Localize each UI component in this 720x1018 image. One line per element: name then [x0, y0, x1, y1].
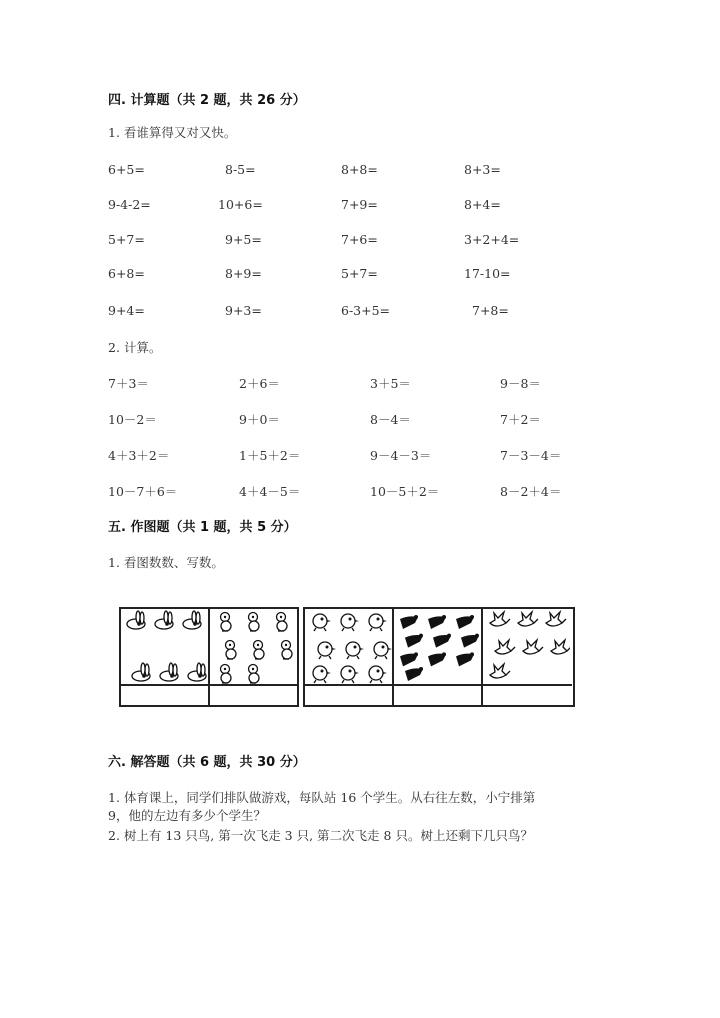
arithmetic-exercise: 10－2＝: [108, 412, 157, 427]
arithmetic-exercise: 8-5=: [225, 162, 256, 177]
arithmetic-exercise: 1＋5＋2＝: [239, 448, 301, 463]
answer-box[interactable]: [121, 686, 208, 705]
goose-icon: [546, 612, 566, 626]
section5-q1-prompt: 1. 看图数数、写数。: [108, 555, 224, 570]
chick-icon: [369, 666, 387, 683]
answer-box[interactable]: [394, 686, 481, 705]
chick-icon: [341, 666, 359, 683]
rabbit-icon: [155, 611, 173, 629]
rabbit-icon: [160, 663, 178, 681]
section4-q2-prompt: 2. 计算。: [108, 340, 162, 355]
magpie-icon: [461, 634, 479, 648]
magpie-icon: [405, 634, 423, 648]
duck-icon: [221, 613, 232, 632]
picture-cell-duck: [210, 609, 297, 705]
picture-cell-chick: [305, 609, 394, 705]
arithmetic-exercise: 2＋6＝: [239, 376, 280, 391]
duck-icon: [282, 641, 293, 660]
section4-q1-prompt: 1. 看谁算得又对又快。: [108, 125, 237, 140]
chick-icon: [313, 614, 331, 631]
arithmetic-exercise: 8+9=: [225, 266, 262, 281]
arithmetic-exercise: 9＋0＝: [239, 412, 280, 427]
picture-area: [210, 609, 297, 686]
arithmetic-exercise: 4＋3＋2＝: [108, 448, 170, 463]
duck-icon: [226, 641, 237, 660]
duck-icon: [249, 665, 260, 684]
arithmetic-exercise: 9-4-2=: [108, 197, 151, 212]
picture-area: [121, 609, 208, 686]
section6-q1-line2: 9，他的左边有多少个学生？: [108, 808, 266, 823]
section6-q1-line1: 1. 体育课上，同学们排队做游戏，每队站 16 个学生。从右往左数，小宁排第: [108, 790, 536, 805]
answer-box[interactable]: [305, 686, 392, 705]
magpie-icon: [456, 652, 474, 666]
arithmetic-exercise: 8+4=: [464, 197, 501, 212]
answer-box[interactable]: [210, 686, 297, 705]
arithmetic-exercise: 6+8=: [108, 266, 145, 281]
arithmetic-exercise: 10－7＋6＝: [108, 484, 178, 499]
arithmetic-exercise: 7＋3＝: [108, 376, 149, 391]
arithmetic-exercise: 7＋2＝: [500, 412, 541, 427]
picture-count-table-1: [119, 607, 299, 707]
chick-icon: [341, 614, 359, 631]
arithmetic-exercise: 9－4－3＝: [370, 448, 432, 463]
goose-icon: [490, 612, 510, 626]
magpie-icon: [405, 667, 423, 681]
answer-box[interactable]: [483, 686, 572, 705]
arithmetic-exercise: 4＋4－5＝: [239, 484, 301, 499]
magpie-icon: [456, 615, 474, 629]
arithmetic-exercise: 7+9=: [341, 197, 378, 212]
duck-icon: [221, 665, 232, 684]
arithmetic-exercise: 7+8=: [472, 303, 509, 318]
rabbit-icon: [183, 611, 201, 629]
magpie-icon: [400, 652, 418, 666]
magpie-icon: [428, 652, 446, 666]
arithmetic-exercise: 5+7=: [108, 232, 145, 247]
duck-icon: [254, 641, 265, 660]
rabbit-icon: [132, 663, 150, 681]
picture-area: [394, 609, 481, 686]
arithmetic-exercise: 8－2＋4＝: [500, 484, 562, 499]
arithmetic-exercise: 5+7=: [341, 266, 378, 281]
arithmetic-exercise: 10－5＋2＝: [370, 484, 440, 499]
arithmetic-exercise: 3+2+4=: [464, 232, 520, 247]
arithmetic-exercise: 9－8＝: [500, 376, 541, 391]
arithmetic-exercise: 17-10=: [464, 266, 511, 281]
arithmetic-exercise: 8+8=: [341, 162, 378, 177]
arithmetic-exercise: 10+6=: [218, 197, 263, 212]
section4-heading: 四. 计算题（共 2 题，共 26 分）: [108, 93, 306, 108]
chick-icon: [346, 642, 364, 659]
goose-icon: [551, 640, 570, 654]
arithmetic-exercise: 9+5=: [225, 232, 262, 247]
goose-icon: [495, 640, 515, 654]
rabbit-icon: [188, 663, 206, 681]
magpie-icon: [400, 615, 418, 629]
duck-icon: [249, 613, 260, 632]
section6-heading: 六. 解答题（共 6 题，共 30 分）: [108, 755, 306, 770]
arithmetic-exercise: 7+6=: [341, 232, 378, 247]
picture-area: [305, 609, 392, 686]
goose-icon: [523, 640, 543, 654]
magpie-icon: [433, 634, 451, 648]
arithmetic-exercise: 9+3=: [225, 303, 262, 318]
section5-heading: 五. 作图题（共 1 题，共 5 分）: [108, 520, 297, 535]
goose-icon: [490, 664, 510, 678]
section6-q2-line1: 2. 树上有 13 只鸟, 第一次飞走 3 只, 第二次飞走 8 只。树上还剩下几只鸟？: [108, 828, 533, 843]
chick-icon: [369, 614, 387, 631]
chick-icon: [318, 642, 336, 659]
arithmetic-exercise: 6+5=: [108, 162, 145, 177]
picture-count-table-2: [303, 607, 575, 707]
arithmetic-exercise: 7－3－4＝: [500, 448, 562, 463]
rabbit-icon: [127, 611, 145, 629]
arithmetic-exercise: 8+3=: [464, 162, 501, 177]
picture-cell-rabbit: [121, 609, 210, 705]
picture-cell-goose: [483, 609, 572, 705]
arithmetic-exercise: 6-3+5=: [341, 303, 391, 318]
chick-icon: [374, 642, 392, 659]
goose-icon: [518, 612, 538, 626]
arithmetic-exercise: 8－4＝: [370, 412, 411, 427]
duck-icon: [277, 613, 288, 632]
picture-area: [483, 609, 572, 686]
arithmetic-exercise: 3＋5＝: [370, 376, 411, 391]
picture-cell-magpie: [394, 609, 483, 705]
magpie-icon: [428, 615, 446, 629]
arithmetic-exercise: 9+4=: [108, 303, 145, 318]
chick-icon: [313, 666, 331, 683]
